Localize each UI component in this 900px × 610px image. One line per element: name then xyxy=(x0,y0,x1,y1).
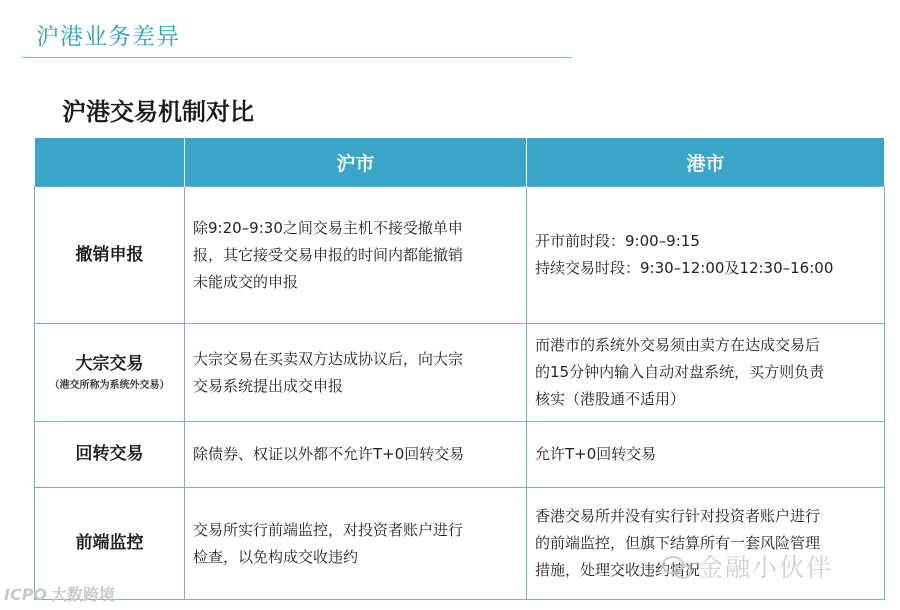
table-row xyxy=(35,422,885,488)
row-label-block-trade xyxy=(35,324,185,422)
row-label-front-end-monitoring: 前端监控 xyxy=(35,488,185,600)
cell-line: 交易所实行前端监控，对投资者账户进行 xyxy=(193,520,464,539)
shanghai-cell xyxy=(185,488,527,600)
row-label-note: （港交所称为系统外交易） xyxy=(49,380,170,391)
title-divider xyxy=(22,57,572,58)
watermark-text: 金融小伙伴 xyxy=(698,553,834,582)
column-header-blank xyxy=(35,138,185,187)
table-row xyxy=(35,324,885,422)
cell-line: 香港交易所并没有实行针对投资者账户进行 xyxy=(535,507,821,525)
cell-line: 核实（港股通不适用） xyxy=(535,390,686,408)
row-label-cancel-order: 撤销申报 xyxy=(35,187,185,324)
cell-line: 持续交易时段：9:30–12:00及12:30–16:00 xyxy=(535,259,834,277)
table-header-row xyxy=(35,138,885,187)
cell-line: 开市前时段：9:00–9:15 xyxy=(535,232,700,250)
cell-line: 检查，以免构成交收违约 xyxy=(193,547,359,566)
slide-title: 沪港交易机制对比 xyxy=(62,98,254,126)
cell-line: 的前端监控，但旗下结算所有一套风险管理 xyxy=(535,534,821,552)
cell-line: 而港市的系统外交易须由卖方在达成交易后 xyxy=(535,336,821,354)
cell-line: 大宗交易在买卖双方达成协议后，向大宗 xyxy=(193,349,464,368)
watermark xyxy=(662,548,833,584)
hongkong-cell xyxy=(527,187,885,324)
shanghai-cell xyxy=(185,187,527,324)
shanghai-cell xyxy=(185,422,527,488)
footer-logo xyxy=(4,582,115,605)
column-header-hongkong: 港市 xyxy=(527,138,885,187)
wechat-icon xyxy=(662,554,692,578)
cell-line: 除9:20–9:30之间交易主机不接受撤单申 xyxy=(193,218,463,237)
column-header-shanghai: 沪市 xyxy=(185,138,527,187)
cell-line: 允许T+0回转交易 xyxy=(535,445,657,463)
section-title: 沪港业务差异 xyxy=(36,24,180,50)
cell-line: 报，其它接受交易申报的时间内都能撤销 xyxy=(193,245,464,264)
cell-line: 除债券、权证以外都不允许T+0回转交易 xyxy=(193,445,465,463)
table-row xyxy=(35,187,885,324)
logo-mark: ICPO xyxy=(4,585,48,604)
row-label-t0-trade: 回转交易 xyxy=(35,422,185,488)
logo-text: 大数跨境 xyxy=(51,585,116,604)
hongkong-cell xyxy=(527,422,885,488)
cell-line: 措施，处理交收违约情况 xyxy=(535,561,701,579)
comparison-table xyxy=(34,138,885,600)
cell-line: 未能成交的申报 xyxy=(193,272,299,291)
cell-line: 交易系统提出成交申报 xyxy=(193,376,344,395)
row-label: 大宗交易 xyxy=(75,354,144,374)
shanghai-cell xyxy=(185,324,527,422)
hongkong-cell xyxy=(527,324,885,422)
cell-line: 的15分钟内输入自动对盘系统，买方则负责 xyxy=(535,363,825,381)
